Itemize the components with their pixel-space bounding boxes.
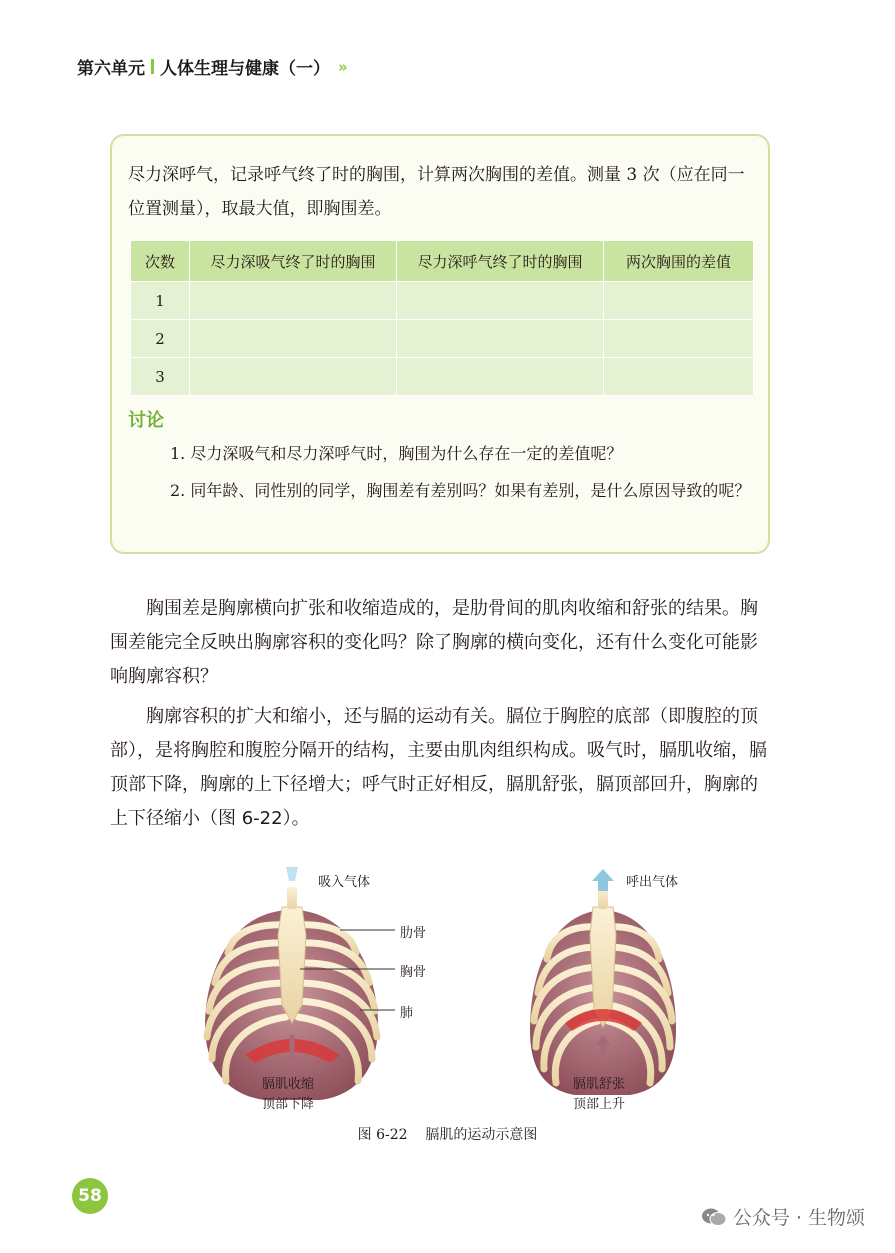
activity-box (110, 134, 770, 554)
sternum-label: 胸骨 (400, 965, 427, 980)
watermark-text: 公众号 · 生物颂 (732, 1207, 865, 1229)
exhale-cell[interactable] (397, 282, 604, 320)
lung-label: 肺 (400, 1006, 414, 1021)
inhale-cell[interactable] (190, 320, 397, 358)
table-row (131, 282, 754, 320)
table-row (131, 358, 754, 396)
left-spine-top (287, 887, 297, 909)
diaphragm-contract-label: 膈肌收缩 (262, 1077, 315, 1092)
activity-intro: 尽力深呼气，记录呼气终了时的胸围，计算两次胸围的差值。测量 3 次（应在同一位置测量），取最大值，即胸围差。 (128, 165, 745, 219)
exhale-label: 呼出气体 (626, 875, 679, 890)
running-header (77, 54, 345, 79)
diaphragm-relax-label: 膈肌舒张 (573, 1077, 626, 1092)
unit-label: 第六单元 (77, 59, 145, 79)
exhale-arrow-icon (592, 869, 614, 881)
table-header-cell: 尽力深吸气终了时的胸围 (190, 241, 397, 282)
discussion-question-2: 2. 同年龄、同性别的同学，胸围差有差别吗？如果有差别，是什么原因导致的呢？ (170, 481, 751, 500)
discussion-title: 讨论 (128, 410, 164, 431)
measurement-table (130, 240, 754, 396)
figure-diaphragm (0, 855, 895, 1155)
left-sternum (278, 907, 306, 1023)
row-number: 3 (131, 358, 190, 396)
table-header-cell: 尽力深呼气终了时的胸围 (397, 241, 604, 282)
table-header-cell: 次数 (131, 241, 190, 282)
figure-caption: 图 6-22 膈肌的运动示意图 (357, 1127, 538, 1143)
exhale-cell[interactable] (397, 358, 604, 396)
row-number: 2 (131, 320, 190, 358)
paragraph-2: 胸廓容积的扩大和缩小，还与膈的运动有关。膈位于胸腔的底部（即腹腔的顶部），是将胸腔和腹腔分隔开的结构，主要由肌肉组织构成。吸气时，膈肌收缩，膈顶部下降，胸廓的上下径增大；呼气时正好相反，膈肌舒张，膈顶部回升，胸廓的上下径缩小（图 6-22）。 (110, 706, 767, 829)
rib-label: 肋骨 (400, 926, 427, 941)
table-header-row (131, 241, 754, 282)
inhale-cell[interactable] (190, 358, 397, 396)
discussion-question-1: 1. 尽力深吸气和尽力深呼气时，胸围为什么存在一定的差值呢？ (170, 444, 623, 463)
inhale-cell[interactable] (190, 282, 397, 320)
exhale-cell[interactable] (397, 320, 604, 358)
page-number: 58 (72, 1178, 108, 1214)
watermark (701, 1203, 865, 1230)
top-down-label: 顶部下降 (262, 1097, 315, 1112)
difference-cell[interactable] (604, 358, 754, 396)
difference-cell[interactable] (604, 282, 754, 320)
difference-cell[interactable] (604, 320, 754, 358)
table-header-cell: 两次胸围的差值 (604, 241, 754, 282)
wechat-icon (701, 1207, 727, 1227)
right-sternum (590, 907, 616, 1027)
left-ribcage (205, 867, 395, 1100)
row-number: 1 (131, 282, 190, 320)
ribcage-illustration (0, 855, 895, 1155)
chevron-right-icon: » (338, 57, 345, 76)
paragraph-1: 胸围差是胸廓横向扩张和收缩造成的，是肋骨间的肌肉收缩和舒张的结果。胸围差能完全反映出胸廓容积的变化吗？除了胸廓的横向变化，还有什么变化可能影响胸廓容积？ (110, 598, 758, 687)
inhale-arrow-icon (286, 867, 298, 881)
table-row (131, 320, 754, 358)
inhale-label: 吸入气体 (318, 875, 371, 890)
top-up-label: 顶部上升 (573, 1097, 626, 1112)
unit-title: 人体生理与健康（一） (160, 59, 330, 79)
right-ribcage (530, 869, 679, 1095)
header-divider (151, 59, 154, 74)
